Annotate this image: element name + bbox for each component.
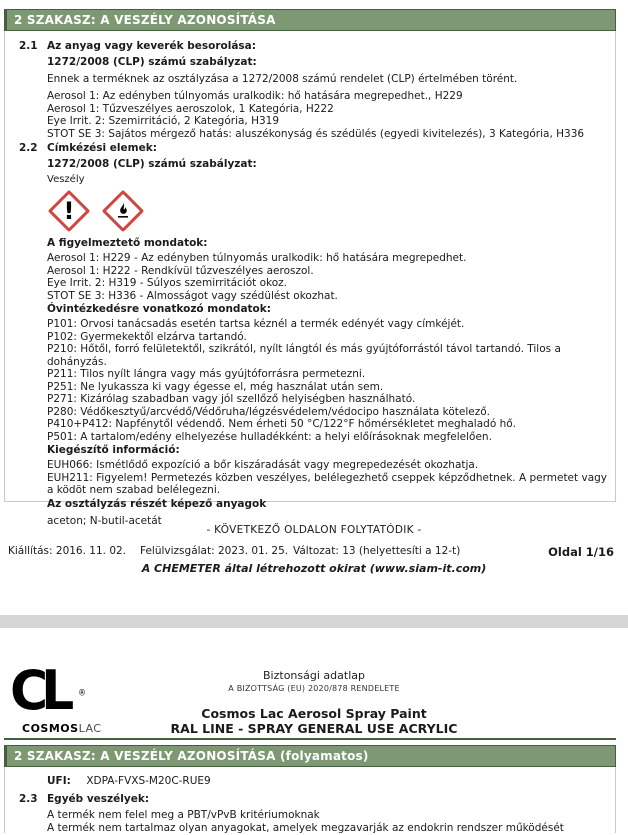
revision-date: Felülvizsgálat: 2023. 01. 25. [140, 545, 289, 557]
classification-item: STOT SE 3: Sajátos mérgező hatás: aluszékonyság és szédülés (egyedi kivitelezés), 3 Kategória, H336 [47, 127, 585, 140]
classification-item: Aerosol 1: Az edényben túlnyomás uralkodik: hő hatására megrepedhet., H229 [47, 90, 463, 102]
registered-trademark-icon: ® [78, 688, 86, 698]
issue-date: Kiállítás: 2016. 11. 02. [8, 545, 127, 557]
ufi-row [47, 775, 615, 788]
document-type-title: Biztonsági adatlap [263, 669, 365, 682]
precaution-statement: P280: Védőkesztyű/arcvédő/Védőruha/légzésvédelem/védocipo használata kötelező. [47, 405, 491, 418]
subsection-title: Címkézési elemek: [47, 142, 157, 154]
ufi-label: UFI: [47, 775, 71, 787]
supplementary-info-list [47, 459, 607, 497]
other-hazards-list [47, 809, 615, 835]
subsection-2-1 [5, 40, 607, 52]
subsection-number: 2.3 [19, 793, 38, 805]
logo-mark-letters: CL [10, 659, 68, 723]
precaution-statement: P211: Tilos nyílt lángra vagy más gyújtóforrásra permetezni. [47, 368, 366, 380]
classification-intro: Ennek a terméknek az osztályzása a 1272/2008 számú rendelet (CLP) értelmében törént. [47, 73, 518, 85]
precaution-statements-heading: Óvintézkedésre vonatkozó mondatok: [47, 303, 271, 315]
precaution-statement: P102: Gyermekektől elzárva tartandó. [47, 330, 247, 343]
classification-item: Aerosol 1: Tűzveszélyes aeroszolok, 1 Kategória, H222 [47, 102, 334, 115]
classification-substances-heading: Az osztályzás részét képező anyagok [47, 497, 267, 510]
subsection-title: Az anyag vagy keverék besorolása: [47, 40, 256, 52]
product-name-line1: Cosmos Lac Aerosol Spray Paint [201, 706, 427, 721]
page1-section2-box [4, 9, 616, 527]
supplementary-info-heading: Kiegészítő információ: [47, 444, 180, 456]
subsection-number: 2.1 [19, 40, 38, 52]
page1-footer-meta [0, 545, 628, 559]
page1-section-header-bar [4, 9, 616, 31]
precaution-statement: P410+P412: Napfénytől védendő. Nem érheti 50 °C/122°F hőmérsékletet meghaladó hő. [47, 418, 516, 430]
classification-list [47, 90, 607, 140]
letterhead-divider-rule [4, 738, 616, 740]
hazard-statements-list [47, 252, 607, 302]
clp-regulation-heading: 1272/2008 (CLP) számú szabályzat: [47, 158, 257, 170]
classification-substances-value: aceton; N-butil-acetát [47, 514, 162, 527]
logo-text-lac: LAC [78, 722, 102, 735]
signal-word: Veszély [47, 174, 85, 185]
subsection-number: 2.2 [19, 142, 38, 154]
other-hazards-line: A termék nem felel meg a PBT/vPvB kritériumoknak [47, 809, 320, 821]
flame-icon [101, 189, 145, 233]
exclamation-icon: ! [63, 197, 75, 225]
section-header-title: 2 SZAKASZ: A VESZÉLY AZONOSÍTÁSA (folyamatos) [14, 749, 369, 763]
hazard-statement: Aerosol 1: H222 - Rendkívül tűzveszélyes aeroszol. [47, 264, 314, 277]
subsection-2-2 [5, 142, 607, 154]
hazard-statements-heading: A figyelmeztető mondatok: [47, 237, 208, 249]
chemeter-credit-line: A CHEMETER által létrehozott okirat (www.siam-it.com) [141, 562, 487, 575]
page1-section-body [5, 31, 615, 527]
hazard-statement: Aerosol 1: H229 - Az edényben túlnyomás uralkodik: hő hatására megrepedhet. [47, 252, 467, 264]
ghs02-flame-pictogram [101, 189, 145, 233]
precaution-statement: P501: A tartalom/edény elhelyezése hulladékként: a helyi előírásoknak megfelelően. [47, 430, 492, 443]
ghs-pictogram-row [47, 189, 607, 233]
subsection-2-3 [5, 793, 615, 805]
classification-item: Eye Irrit. 2: Szemirritáció, 2 Kategória, H319 [47, 115, 280, 127]
supplementary-statement: EUH211: Figyelem! Permetezés közben veszélyes, belélegezhető cseppek képződhetnek. A permetet vagy a ködöt nem szabad belélegezni. [47, 471, 608, 496]
page2-section-header-bar [4, 745, 616, 767]
hazard-statement: Eye Irrit. 2: H319 - Súlyos szemirritációt okoz. [47, 277, 288, 289]
page-number: Oldal 1/16 [548, 545, 614, 559]
version-info: Változat: 13 (helyettesíti a 12-t) [293, 545, 461, 557]
logo-text-cosmos: COSMOS [22, 722, 79, 735]
precaution-statement: P271: Kizárólag szabadban vagy jól szellőző helyiségben használható. [47, 393, 416, 405]
continues-next-page-note: - KÖVETKEZŐ OLDALON FOLYTATÓDIK - [206, 524, 422, 536]
section-header-title: 2 SZAKASZ: A VESZÉLY AZONOSÍTÁSA [14, 13, 276, 27]
ghs07-exclamation-pictogram [47, 189, 91, 233]
product-name-line2: RAL LINE - SPRAY GENERAL USE ACRYLIC [170, 721, 458, 736]
precaution-statement: P101: Orvosi tanácsadás esetén tartsa kéznél a termék edényét vagy címkéjét. [47, 318, 465, 330]
ufi-code: XDPA-FVXS-M20C-RUE9 [86, 775, 211, 787]
precaution-statement: P210: Hőtől, forró felületektől, szikrától, nyílt lángtól és más gyújtóforrástól távol tartandó. Tilos a dohányzás. [47, 343, 561, 368]
precaution-statement: P251: Ne lyukassza ki vagy égesse el, még használat után sem. [47, 380, 384, 393]
page2-section2-box [4, 745, 616, 833]
other-hazards-line: A termék nem tartalmaz olyan anyagokat, amelyek megzavarják az endokrin rendszer működését [47, 822, 564, 834]
hazard-statement: STOT SE 3: H336 - Almosságot vagy szédülést okozhat. [47, 289, 338, 302]
page-separator [0, 615, 628, 628]
page2-letterhead [0, 669, 628, 736]
clp-regulation-heading: 1272/2008 (CLP) számú szabályzat: [47, 56, 257, 68]
regulation-subtitle: A BIZOTTSÁG (EU) 2020/878 RENDELETE [228, 684, 400, 693]
precaution-statements-list [47, 318, 607, 443]
supplementary-statement: EUH066: Ismétlődő expozíció a bőr kiszáradását vagy megrepedezését okozhatja. [47, 459, 479, 471]
subsection-title: Egyéb veszélyek: [47, 793, 150, 805]
